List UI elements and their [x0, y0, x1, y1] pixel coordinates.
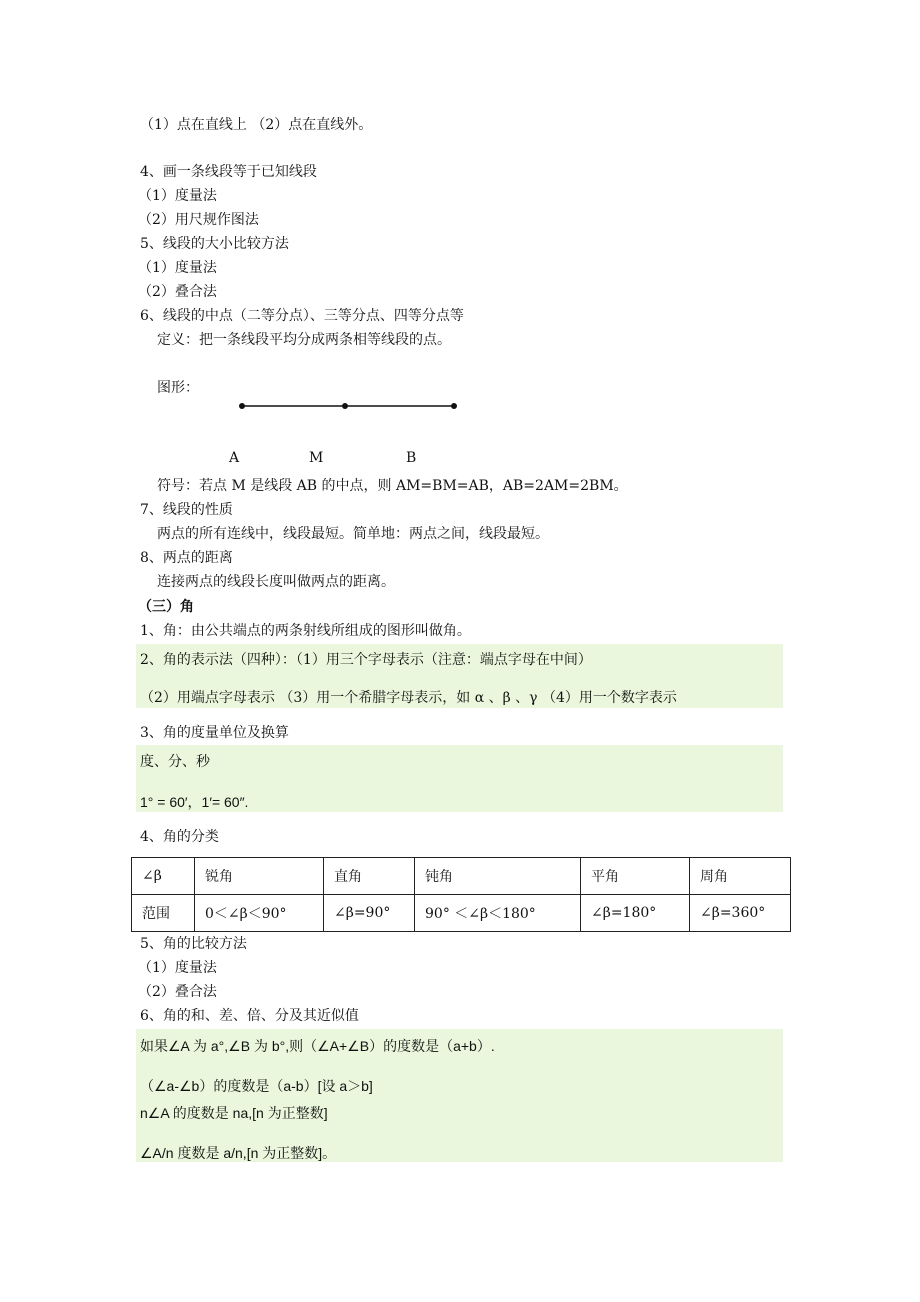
text-line: （1）点在直线上 （2）点在直线外。	[140, 117, 373, 133]
section-heading: 2、角的表示法（四种）：（1）用三个字母表示（注意：端点字母在中间）	[140, 652, 592, 668]
section-heading: 7、线段的性质	[140, 502, 233, 518]
text-line: ∠A/n 度数是 a/n,[n 为正整数]。	[140, 1145, 337, 1161]
text-line: （2）叠合法	[138, 984, 217, 1000]
point-m-dot	[342, 403, 348, 409]
point-label-a: A	[229, 450, 240, 466]
conversion-text: 1° = 60′，1′= 60″.	[140, 794, 249, 810]
section-heading: 1、角：由公共端点的两条射线所组成的图形叫做角。	[140, 623, 471, 639]
section-heading: 5、角的比较方法	[140, 936, 247, 952]
point-b-dot	[451, 403, 457, 409]
table-cell: 周角	[690, 858, 791, 895]
point-label-m: M	[309, 450, 324, 466]
text-line: （1）度量法	[138, 188, 217, 204]
text-line: 两点的所有连线中，线段最短。简单地：两点之间，线段最短。	[157, 526, 549, 542]
text-line: 连接两点的线段长度叫做两点的距离。	[157, 574, 395, 590]
definition-text: 定义：把一条线段平均分成两条相等线段的点。	[157, 332, 451, 348]
chapter-heading: （三）角	[138, 599, 194, 615]
symbol-text: 符号：若点 M 是线段 AB 的中点，则 AM=BM=AB，AB=2AM=2BM。	[157, 478, 628, 494]
section-heading: 4、画一条线段等于已知线段	[140, 164, 317, 180]
table-cell: ∠β=90°	[324, 895, 415, 932]
segment-figure	[230, 396, 470, 416]
text-line: 度、分、秒	[140, 754, 210, 770]
text-line: （2）叠合法	[138, 284, 217, 300]
section-heading: 3、角的度量单位及换算	[140, 725, 289, 741]
text-line: n∠A 的度数是 na,[n 为正整数]	[140, 1105, 328, 1121]
table-row	[132, 895, 791, 932]
table-cell: 直角	[324, 858, 415, 895]
table-cell: 平角	[581, 858, 690, 895]
table-cell: 钝角	[415, 858, 581, 895]
angle-classification-table	[131, 857, 791, 932]
point-a-dot	[239, 403, 245, 409]
point-label-b: B	[406, 450, 417, 466]
section-heading: 6、角的和、差、倍、分及其近似值	[140, 1008, 359, 1024]
section-heading: 6、线段的中点（二等分点）、三等分点、四等分点等	[140, 308, 464, 324]
table-cell: ∠β	[132, 858, 195, 895]
text-line: （1）度量法	[138, 260, 217, 276]
section-heading: 8、两点的距离	[140, 550, 233, 566]
section-heading: 4、角的分类	[140, 829, 219, 845]
table-cell: ∠β=180°	[581, 895, 690, 932]
table-row	[132, 858, 791, 895]
text-line: （1）度量法	[138, 960, 217, 976]
table-cell: 范围	[132, 895, 195, 932]
text-line: （2）用尺规作图法	[138, 212, 259, 228]
text-line: 如果∠A 为 a°,∠B 为 b°,则（∠A+∠B）的度数是（a+b）.	[140, 1038, 495, 1054]
section-heading: 5、线段的大小比较方法	[140, 236, 289, 252]
table-cell: ∠β=360°	[690, 895, 791, 932]
table-cell: 90° ＜∠β＜180°	[415, 895, 581, 932]
table-cell: 0＜∠β＜90°	[195, 895, 324, 932]
figure-label: 图形：	[157, 380, 199, 396]
text-line: （2）用端点字母表示 （3）用一个希腊字母表示，如 α 、β 、γ （4）用一个数字表示	[140, 690, 677, 706]
text-line: （∠a-∠b）的度数是（a-b）[设 a＞b]	[140, 1078, 373, 1094]
table-cell: 锐角	[195, 858, 324, 895]
